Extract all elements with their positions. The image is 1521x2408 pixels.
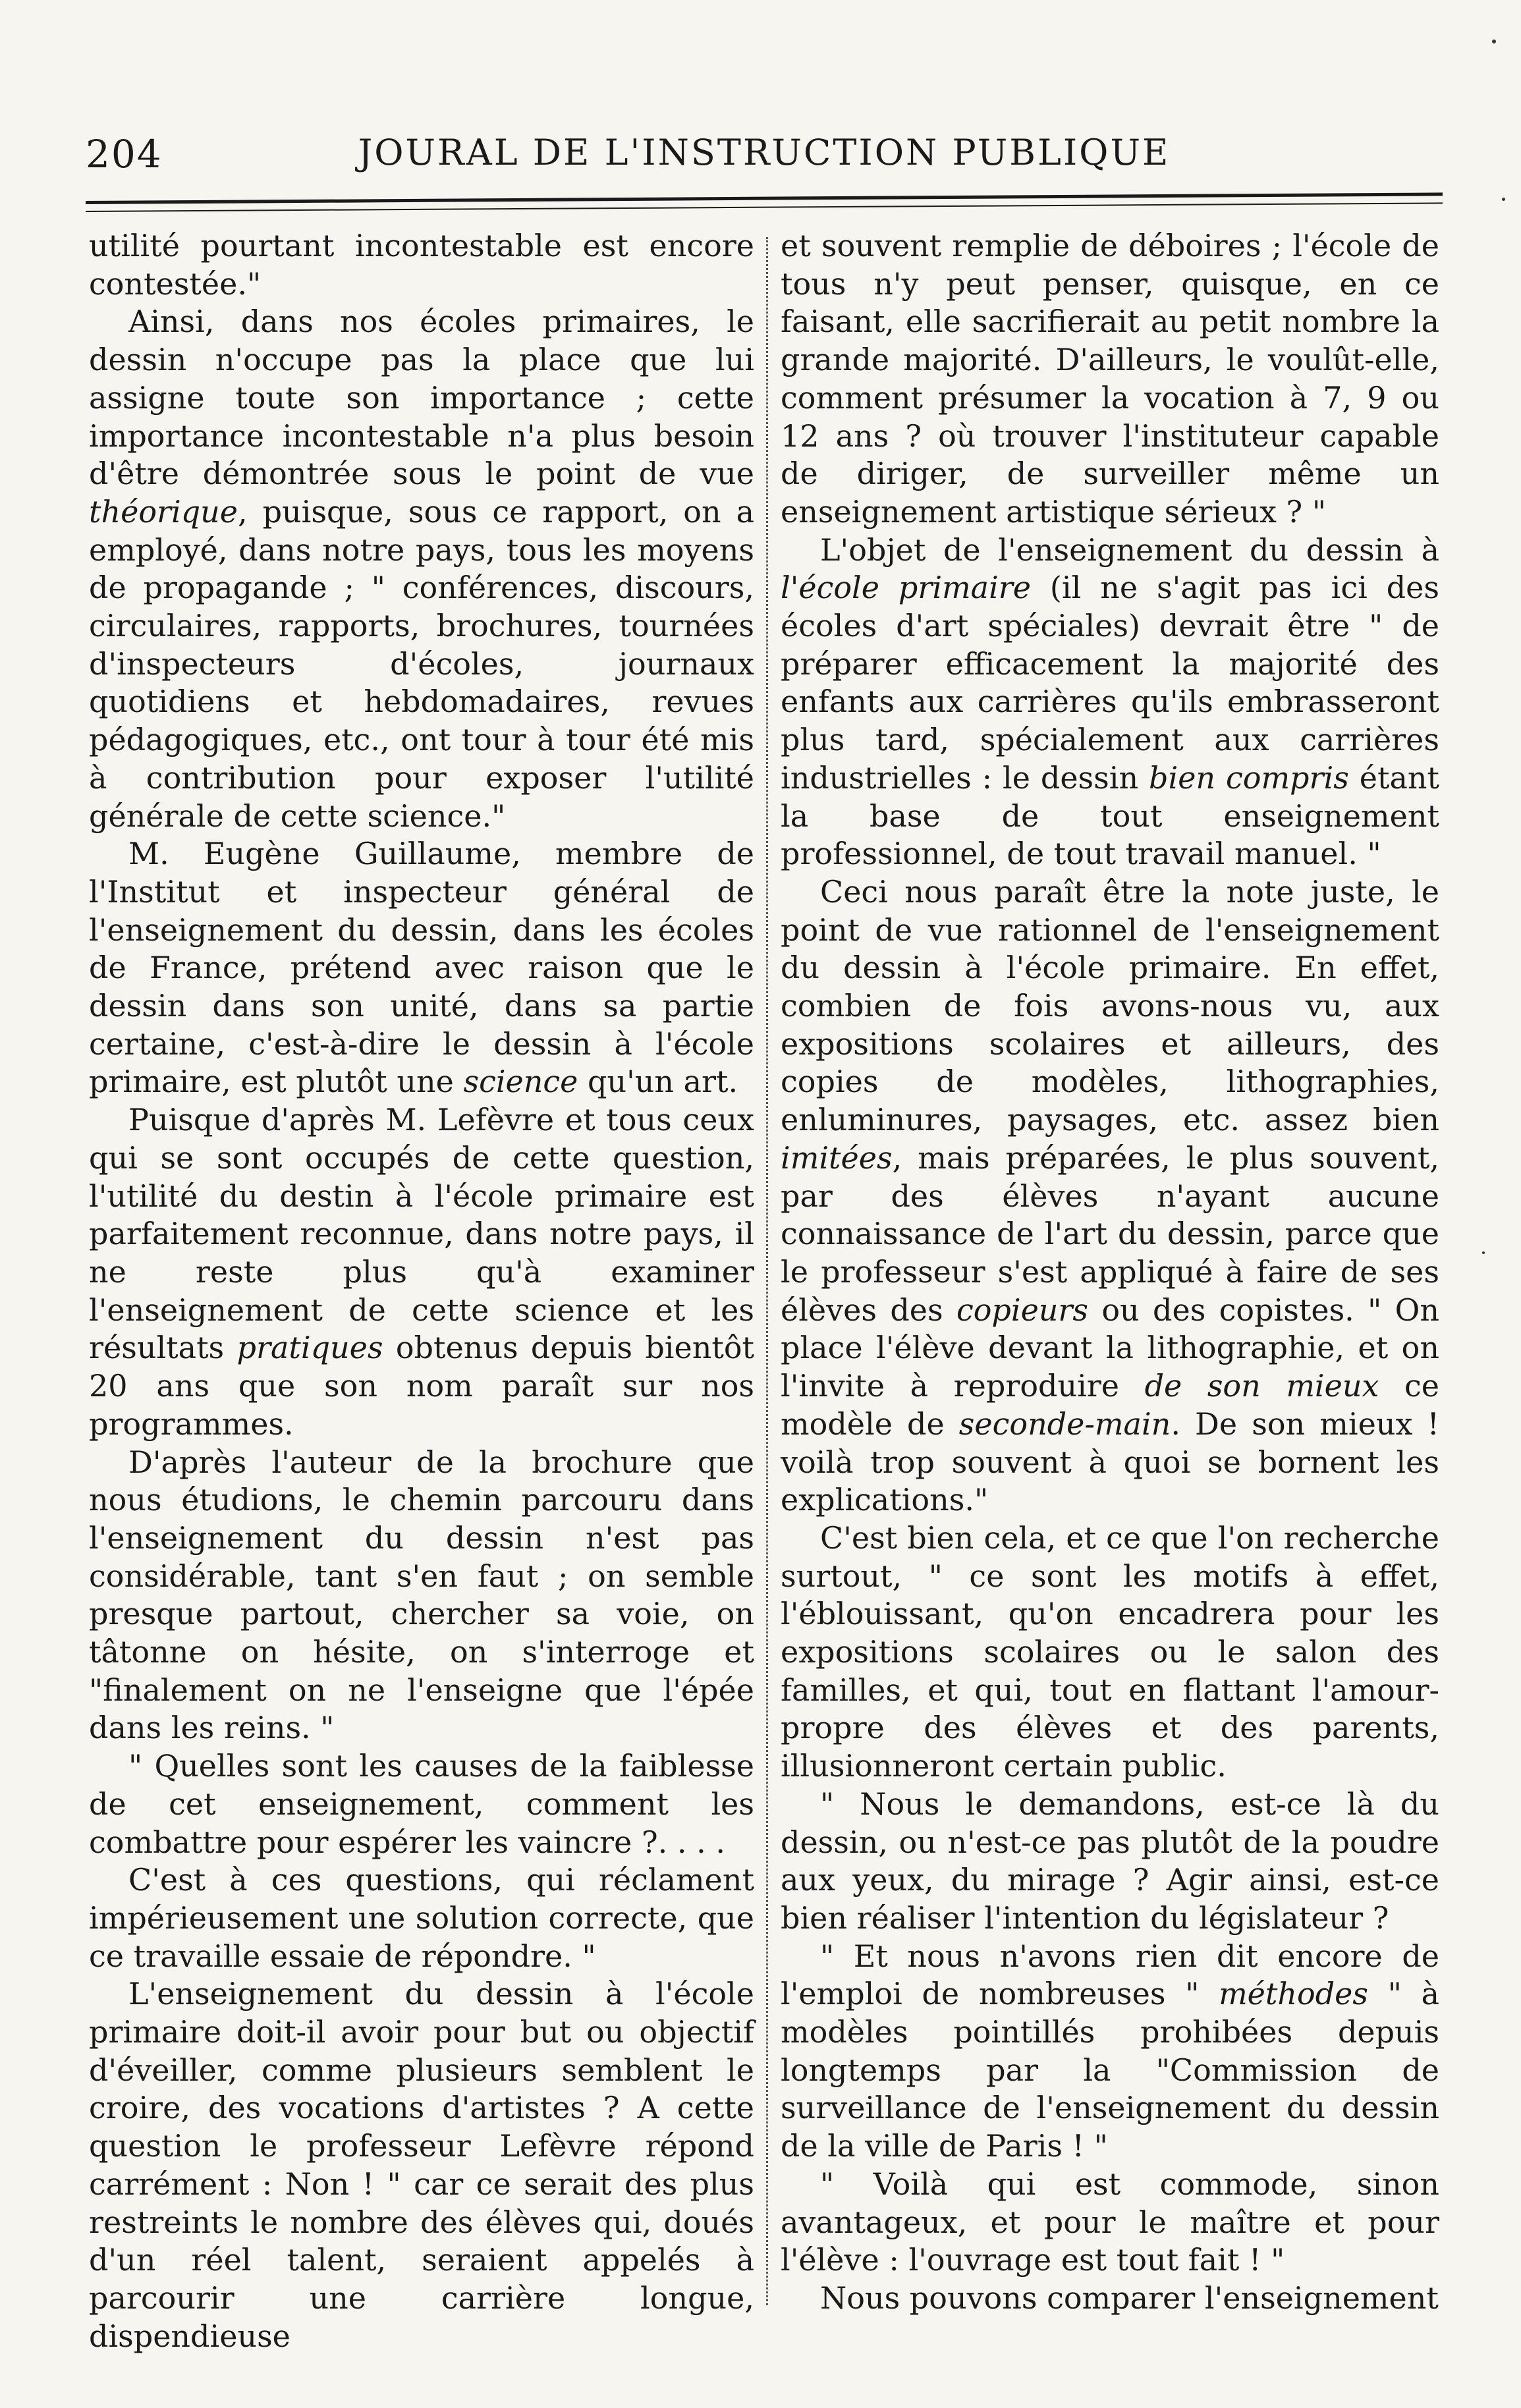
text-run: M. Eugène Guillaume, membre de l'Institut et inspecteur général de l'enseignement du dessin, dans les écoles de France, prétend avec raison que le dessin dans son unité, dans sa partie certaine, c'est-à-dire le dessin à l'école primaire, est plutôt une [89,836,754,1100]
text-run: C'est bien cela, et ce que l'on recherche surtout, " ce sont les motifs à effet, l'éblouissant, qu'on encadrera pour les expositions scolaires ou le salon des familles, et qui, tout en flattant l'amour-propre des élèves et des parents, illusionneront certain public. [781,1519,1439,1784]
right-column [781,227,1439,2318]
text-run: D'après l'auteur de la brochure que nous étudions, le chemin parcouru dans l'enseignement du dessin n'est pas considérable, tant s'en faut ; on semble presque partout, chercher sa voie, on tâtonne on hésite, on s'interroge et "finalement on ne l'enseigne que l'épée dans les reins. " [89,1444,754,1746]
paragraph [89,303,754,835]
paragraph [781,1938,1439,2166]
text-run: (il ne s'agit pas ici des écoles d'art spéciales) devrait être " de préparer efficacement la majorité des enfants aux carrières qu'ils embrasseront plus tard, spécialement aux carrières industrielles : le dessin [781,570,1439,796]
italic-text: de son mieux [1144,1368,1379,1404]
text-run: qu'un art. [578,1064,738,1100]
paragraph [781,1786,1439,1938]
page-number: 204 [86,132,163,177]
text-run: " Quelles sont les causes de la faiblesse de cet enseignement, comment les combattre pour espérer les vaincre ?. . . . [89,1748,754,1860]
paragraph-continued [89,227,754,303]
text-run: L'enseignement du dessin à l'école primaire doit-il avoir pour but ou objectif d'éveiller, comme plusieurs semblent le croire, des vocations d'artistes ? A cette question le professeur Lefèvre répond carrément : Non ! " car ce serait des plus restreints le nombre des élèves qui, doués d'un réel talent, seraient appelés à parcourir une carrière longue, dispendieuse [89,1976,754,2354]
text-run: . De son mieux ! voilà trop souvent à quoi se bornent les explications." [781,1406,1439,1518]
paragraph-continued [781,227,1439,532]
text-run: ce modèle de [781,1368,1439,1442]
italic-text: imitées [781,1139,893,1176]
paragraph [89,1861,754,1975]
paragraph [89,1444,754,1748]
paragraph [781,2166,1439,2280]
text-run: étant la base de tout enseignement professionnel, de tout travail manuel. " [781,759,1439,872]
italic-text: méthodes [1219,1976,1368,2012]
text-run: Nous pouvons comparer l'enseignement [820,2280,1439,2316]
italic-text: théorique [89,493,238,530]
text-run: " Voilà qui est commode, sinon avantageux, et pour le maître et pour l'élève : l'ouvrage est tout fait ! " [781,2166,1439,2278]
left-column [89,227,754,2355]
paper-speck [1492,40,1496,43]
text-run: " Nous le demandons, est-ce là du dessin, ou n'est-ce pas plutôt de la poudre aux yeux, du mirage ? Agir ainsi, est-ce bien réaliser l'intention du législateur ? [781,1786,1439,1936]
paragraph [781,532,1439,873]
text-run: utilité pourtant incontestable est encore contestée." [89,228,754,302]
header-rule-thin [86,202,1443,212]
paragraph [89,835,754,1101]
text-run: Ceci nous paraît être la note juste, le point de vue rationnel de l'enseignement du dessin à l'école primaire. En effet, combien de fois avons-nous vu, aux expositions scolaires et ailleurs, des copies de modèles, lithographies, enluminures, paysages, etc. assez bien [781,873,1439,1138]
paragraph [89,1101,754,1443]
text-run: C'est à ces questions, qui réclament impérieusement une solution correcte, que ce travaille essaie de répondre. " [89,1862,754,1974]
paragraph [781,873,1439,1519]
text-run: et souvent remplie de déboires ; l'école de tous n'y peut penser, quisque, en ce faisant, elle sacrifierait au petit nombre la grande majorité. D'ailleurs, le voulût-elle, comment présumer la vocation à 7, 9 ou 12 ans ? où trouver l'instituteur capable de diriger, de surveiller même un enseignement artistique sérieux ? " [781,228,1439,530]
column-divider [766,237,768,2305]
text-run: L'objet de l'enseignement du dessin à [820,532,1439,568]
text-run: ou des copistes. " On place l'élève devant la lithographie, et on l'invite à reproduire [781,1292,1439,1404]
italic-text: copieurs [956,1292,1089,1328]
text-run: Ainsi, dans nos écoles primaires, le dessin n'occupe pas la place que lui assigne toute son importance ; cette importance incontestable n'a plus besoin d'être démontrée sous le point de vue [89,304,754,492]
italic-text: pratiques [236,1330,383,1366]
paragraph [89,1747,754,1861]
italic-text: seconde-main [958,1406,1171,1442]
paper-speck [1482,1251,1485,1254]
italic-text: science [463,1064,578,1100]
text-run: , puisque, sous ce rapport, on a employé, dans notre pays, tous les moyens de propagande ; " conférences, discours, circulaires, rapports, brochures, tournées d'inspecteurs d'écoles, journaux quotidiens et hebdomadaires, revues pédagogiques, etc., ont tour à tour été mis à contribution pour exposer l'utilité générale de cette science." [89,493,754,834]
text-run: " Et nous n'avons rien dit encore de l'emploi de nombreuses " [781,1938,1439,2012]
text-run: obtenus depuis bientôt 20 ans que son nom paraît sur nos programmes. [89,1330,754,1442]
text-run: , mais préparées, le plus souvent, par des élèves n'ayant aucune connaissance de l'art du dessin, parce que le professeur s'est appliqué à faire de ses élèves des [781,1139,1439,1328]
paragraph [781,1519,1439,1786]
text-run: Puisque d'après M. Lefèvre et tous ceux qui se sont occupés de cette question, l'utilité du destin à l'école primaire est parfaitement reconnue, dans notre pays, il ne reste plus qu'à examiner l'enseignement de cette science et les résultats [89,1102,754,1366]
paper-speck [1502,198,1505,201]
paragraph [89,1975,754,2355]
italic-text: bien compris [1149,759,1349,796]
paragraph [781,2280,1439,2318]
italic-text: l'école primaire [781,570,1032,606]
header-rule-thick [86,192,1443,204]
journal-title: JOURAL DE L'INSTRUCTION PUBLIQUE [358,132,1171,173]
page-header [86,132,1443,191]
text-run: " à modèles pointillés prohibées depuis longtemps par la "Commission de surveillance de l'enseignement du dessin de la ville de Paris ! " [781,1976,1439,2164]
